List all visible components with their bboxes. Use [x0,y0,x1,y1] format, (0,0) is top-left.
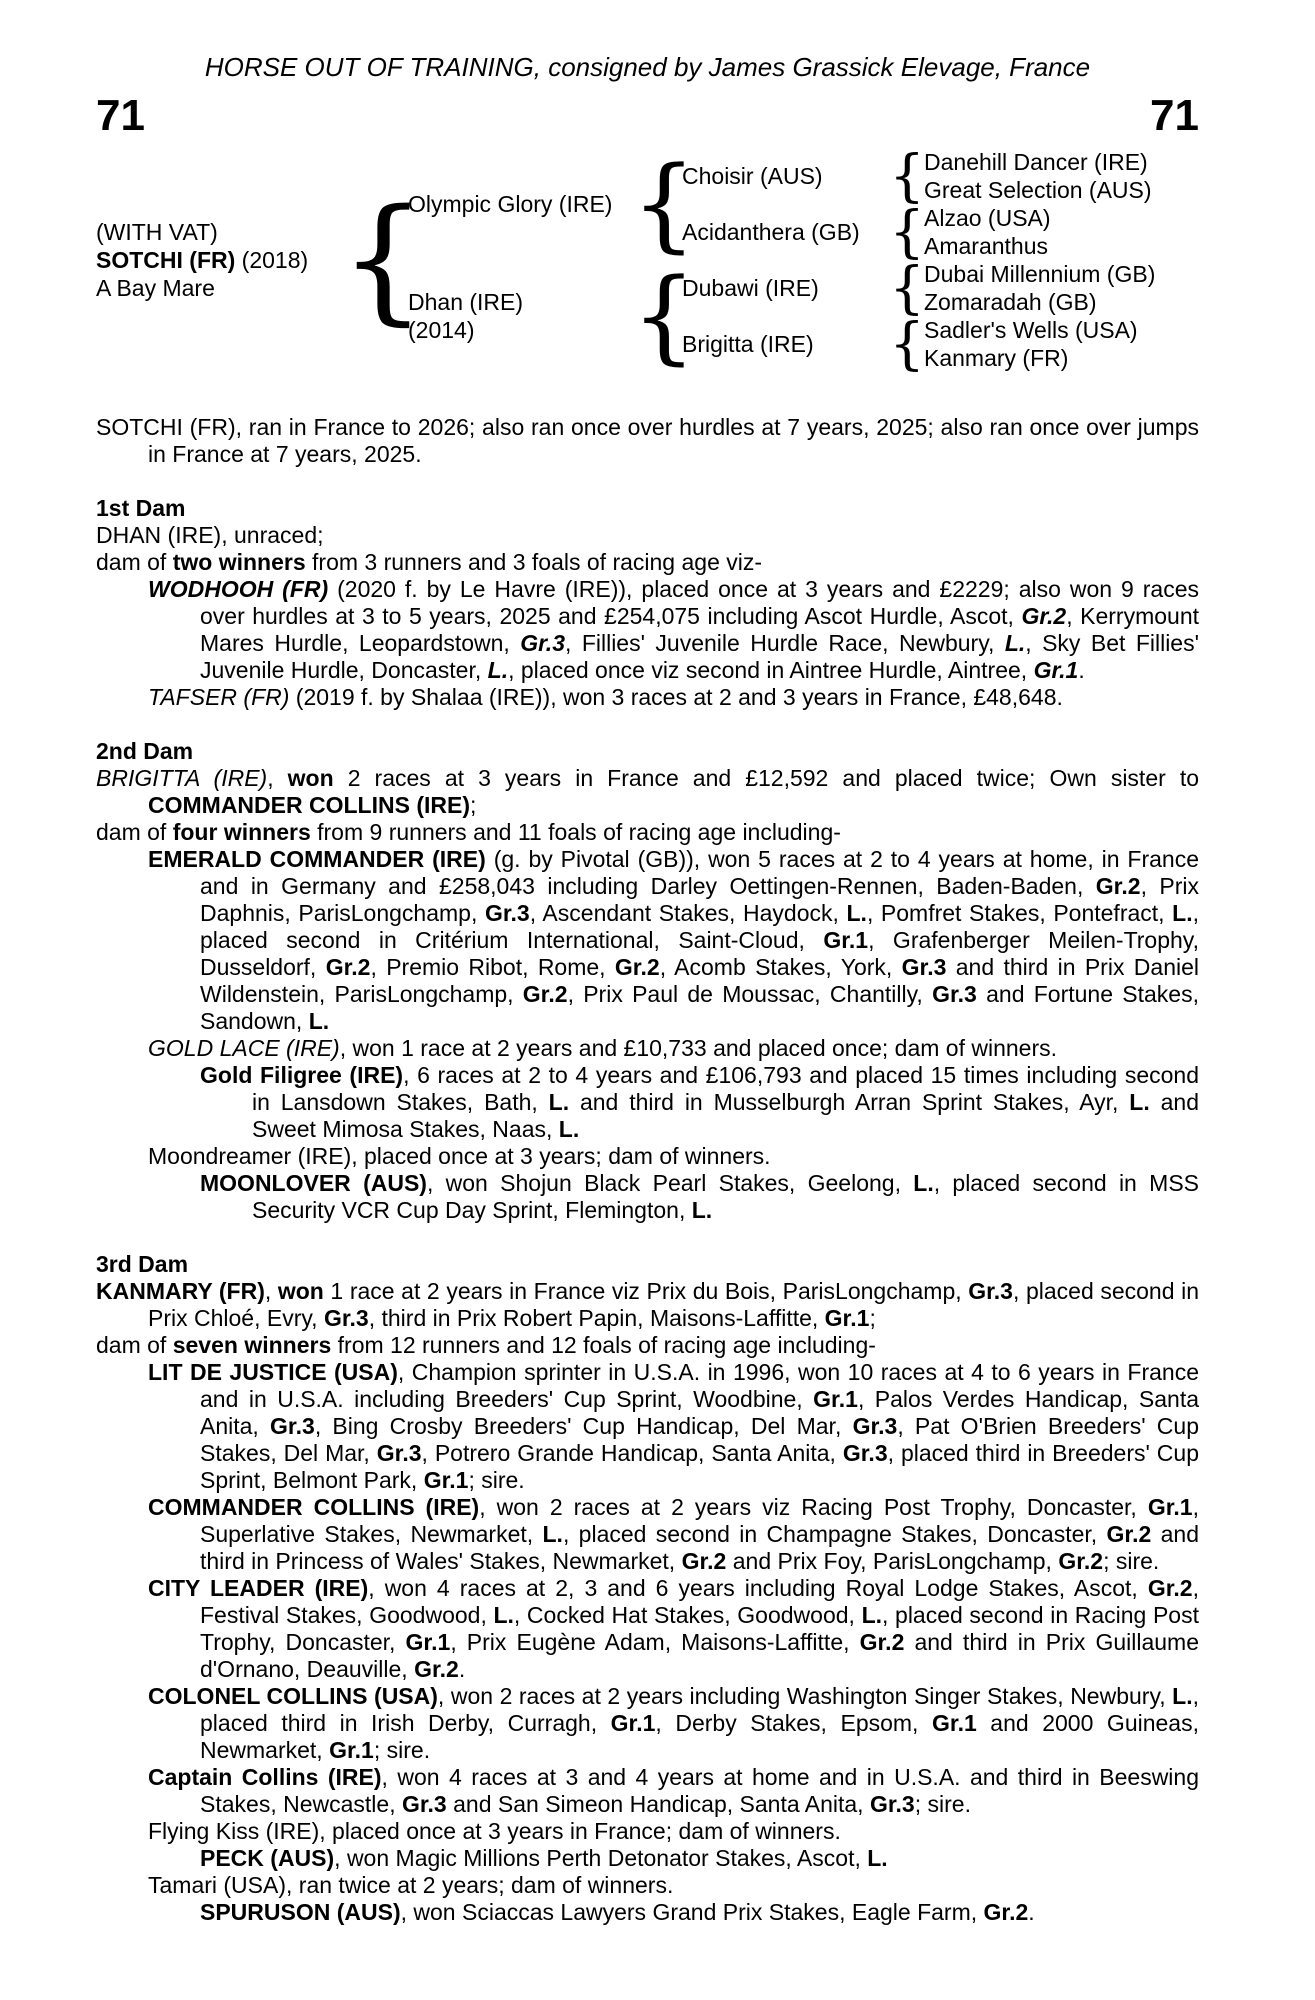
plain-text: and 2000 Guineas, Newmarket, [200,1710,1199,1763]
progeny-paragraph [96,1818,1199,1845]
ancestor-name: Zomaradah (GB) [924,289,1097,315]
section-heading-1st-dam [96,495,1199,522]
plain-text: , Prix Paul de Moussac, Chantilly, [567,981,933,1007]
lot-number-right: 71 [1150,91,1199,140]
lot-number-row [96,91,1199,140]
plain-text: , Sky Bet Fillies' Juvenile Hurdle, Doncaster, [200,630,1199,683]
ancestor-name: Kanmary (FR) [924,345,1069,371]
maternal-granddam-branch [682,311,1155,377]
pedigree-generation-2 [408,143,1156,377]
plain-text: , Pomfret Stakes, Pontefract, [866,900,1173,926]
emphasis-text: 2nd Dam [96,738,194,764]
plain-text: and Fortune Stakes, Sandown, [200,981,1199,1034]
emphasis-text: Captain Collins (IRE) [148,1764,382,1790]
emphasis-text: Gr.3 [323,1305,369,1331]
progeny-paragraph [96,1899,1199,1926]
catalog-body [96,414,1199,1926]
lot-number-left: 71 [96,91,145,140]
maternal-grandsire-name: Dubawi (IRE) [682,275,819,301]
plain-text: from 12 runners and 12 foals of racing age including- [331,1332,876,1358]
emphasis-text: Gr.1 [405,1629,451,1655]
plain-text: dam of [96,1332,173,1358]
plain-text: , Derby Stakes, Epsom, [655,1710,932,1736]
paternal-granddam-parents [924,204,1051,260]
emphasis-text: Gr.3 [852,1413,898,1439]
emphasis-text: Gr.2 [414,1656,459,1682]
paternal-grandsire-name: Choisir (AUS) [682,163,823,189]
plain-text: , Kerrymount Mares Hurdle, Leopardstown, [200,603,1199,656]
progeny-paragraph [96,1845,1199,1872]
emphasis-text: Gr.2 [1095,873,1141,899]
emphasis-text: Gr.1 [824,1305,870,1331]
plain-text: , won 1 race at 2 years and £10,733 and placed once; dam of winners. [339,1035,1058,1061]
emphasis-text: MOONLOVER (AUS) [200,1170,427,1196]
plain-text: , placed second in Racing Post Trophy, Doncaster, [200,1602,1199,1655]
plain-text: from 3 runners and 3 foals of racing age viz- [305,549,763,575]
emphasis-text: Gr.1 [1147,1494,1193,1520]
progeny-paragraph [96,1062,1199,1143]
emphasis-text: 1st Dam [96,495,186,521]
emphasis-text: CITY LEADER (IRE) [148,1575,369,1601]
emphasis-text: 3rd Dam [96,1251,189,1277]
dam-birth-year: (2014) [408,317,475,343]
progeny-paragraph [96,684,1199,711]
emphasis-text: L. [913,1170,934,1196]
plain-text: Tamari (USA), ran twice at 2 years; dam of winners. [148,1872,674,1898]
plain-text: ; sire. [914,1791,971,1817]
plain-text: , Pat O'Brien Breeders' Cup Stakes, Del Mar, [200,1413,1199,1466]
emphasis-text: EMERALD COMMANDER (IRE) [148,846,486,872]
plain-text: , Superlative Stakes, Newmarket, [200,1494,1199,1547]
vat-note: (WITH VAT) [96,219,218,245]
plain-text: and third in Prix Daniel Wildenstein, ParisLongchamp, [200,954,1199,1007]
dam-name: Dhan (IRE) [408,289,524,315]
plain-text: and Sweet Mimosa Stakes, Naas, [252,1089,1199,1142]
plain-text: , placed third in Breeders' Cup Sprint, Belmont Park, [200,1440,1200,1493]
emphasis-text: Gr.2 [1147,1575,1193,1601]
dam-parents [682,255,1156,377]
emphasis-text: L. [308,1008,330,1034]
emphasis-text: Gr.1 [932,1710,977,1736]
emphasis-text: Gr.1 [610,1710,656,1736]
dam-branch [408,255,1156,377]
emphasis-text: L. [548,1089,570,1115]
maternal-granddam-parents [924,316,1138,372]
emphasis-text: Gr.1 [1033,657,1079,683]
emphasis-text: won [287,765,334,791]
paternal-grandsire-branch [682,143,1152,209]
progeny-paragraph [96,846,1199,1035]
ancestor-name: Dubai Millennium (GB) [924,261,1156,287]
plain-text: ; sire. [468,1467,525,1493]
emphasis-text: Gr.1 [823,927,869,953]
dam-record-paragraph [96,522,1199,549]
ancestor-name: Danehill Dancer (IRE) [924,149,1148,175]
plain-text: , Festival Stakes, Goodwood, [200,1575,1199,1628]
emphasis-text: PECK (AUS) [200,1845,335,1871]
plain-text: ; [469,792,477,818]
subject-horse-block [96,218,358,302]
pedigree-main-brace: { [339,180,427,339]
ancestor-name: Sadler's Wells (USA) [924,317,1138,343]
emphasis-text: won [277,1278,324,1304]
pedigree-table [96,143,1199,377]
progeny-paragraph [96,576,1199,684]
emphasis-text: L. [1172,1683,1193,1709]
emphasis-text: Gr.2 [522,981,568,1007]
emphasis-text: Gr.3 [270,1413,315,1439]
emphasis-text: L. [846,900,867,926]
plain-text: ; [869,1305,876,1331]
paternal-granddam-branch [682,199,1152,265]
plain-text: , won 2 races at 2 years including Washington Singer Stakes, Newbury, [437,1683,1173,1709]
plain-text: , placed second in Champagne Stakes, Doncaster, [562,1521,1107,1547]
emphasis-text: L. [691,1197,713,1223]
sire-parents [682,143,1152,265]
emphasis-text: COMMANDER COLLINS (IRE) [148,1494,480,1520]
plain-text: , placed second in MSS Security VCR Cup Day Sprint, Flemington, [252,1170,1199,1223]
horse-description: A Bay Mare [96,275,215,301]
plain-text: 1 race at 2 years in France viz Prix du Bois, ParisLongchamp, [323,1278,969,1304]
emphasis-text: Gr.3 [869,1791,915,1817]
plain-text: , Prix Daphnis, ParisLongchamp, [200,873,1200,926]
emphasis-text: Gr.3 [842,1440,888,1466]
plain-text: dam of [96,819,173,845]
progeny-paragraph [96,1575,1199,1683]
section-heading-3rd-dam [96,1251,1199,1278]
emphasis-text: TAFSER (FR) [148,684,290,710]
emphasis-text: GOLD LACE (IRE) [148,1035,340,1061]
plain-text: (2019 f. by Shalaa (IRE)), won 3 races at 2 and 3 years in France, £48,648. [289,684,1063,710]
plain-text: , Potrero Grande Handicap, Santa Anita, [421,1440,843,1466]
emphasis-text: L. [1172,900,1193,926]
progeny-paragraph [96,1035,1199,1062]
horse-name: SOTCHI (FR) [96,247,236,273]
emphasis-text: L. [487,657,509,683]
race-record-paragraph [96,414,1199,468]
emphasis-text: Gold Filigree (IRE) [200,1062,404,1088]
plain-text: , Premio Ribot, Rome, [370,954,615,980]
plain-text: , Palos Verdes Handicap, Santa Anita, [200,1386,1199,1439]
emphasis-text: L. [1129,1089,1150,1115]
emphasis-text: L. [861,1602,883,1628]
emphasis-text: Gr.2 [1058,1548,1104,1574]
plain-text: and third in Prix Guillaume d'Ornano, Deauville, [200,1629,1200,1682]
progeny-paragraph [96,1143,1199,1170]
emphasis-text: seven winners [172,1332,332,1358]
plain-text: , won 2 races at 2 years viz Racing Post Trophy, Doncaster, [479,1494,1148,1520]
plain-text: (2020 f. by Le Havre (IRE)), placed once at 3 years and £2229; also won 9 races over hurdles at 3 to 5 years, 2025 and £254,075 including Ascot Hurdle, Ascot, [200,576,1200,629]
plain-text: , Champion sprinter in U.S.A. in 1996, won 10 races at 4 to 6 years in France and in U.S.A. including Breeders' Cup Sprint, Woodbine, [200,1359,1199,1412]
plain-text: , Ascendant Stakes, Haydock, [529,900,847,926]
plain-text: , Cocked Hat Stakes, Goodwood, [513,1602,862,1628]
emphasis-text: LIT DE JUSTICE (USA) [148,1359,398,1385]
dam-produce-summary [96,1332,1199,1359]
horse-name-line [96,246,358,274]
progeny-paragraph [96,1494,1199,1575]
plain-text: , placed second in Critérium International, Saint-Cloud, [200,900,1199,953]
plain-text: , won Magic Millions Perth Detonator Stakes, Ascot, [334,1845,868,1871]
plain-text: 2 races at 3 years in France and £12,592 and placed twice; Own sister to [333,765,1200,791]
sire-brace: { [631,144,697,264]
maternal-granddam-name: Brigitta (IRE) [682,331,814,357]
emphasis-text: Gr.3 [484,900,530,926]
plain-text: Flying Kiss (IRE), placed once at 3 years in France; dam of winners. [148,1818,841,1844]
plain-text: , Bing Crosby Breeders' Cup Handicap, Del Mar, [314,1413,853,1439]
dam-brace: { [631,256,697,376]
maternal-grandsire-parents [924,260,1155,316]
emphasis-text: COMMANDER COLLINS (IRE) [148,792,470,818]
emphasis-text: SPURUSON (AUS) [200,1899,401,1925]
plain-text: , 6 races at 2 to 4 years and £106,793 and placed 15 times including second in Lansdown Stakes, Bath, [252,1062,1199,1115]
emphasis-text: Gr.1 [813,1386,858,1412]
plain-text: ; sire. [1103,1548,1160,1574]
plain-text: (g. by Pivotal (GB)), won 5 races at 2 to 4 years at home, in France and in Germany and £258,043 including Darley Oettingen-Rennen, Baden-Baden, [200,846,1200,899]
emphasis-text: Gr.3 [376,1440,422,1466]
plain-text: , Fillies' Juvenile Hurdle Race, Newbury, [565,630,1005,656]
plain-text: DHAN (IRE), unraced; [96,522,324,548]
emphasis-text: two winners [172,549,306,575]
plain-text: , Acomb Stakes, York, [659,954,902,980]
emphasis-text: Gr.2 [681,1548,727,1574]
emphasis-text: Gr.3 [932,981,977,1007]
plain-text: Moondreamer (IRE), placed once at 3 years; dam of winners. [148,1143,771,1169]
consignment-header: HORSE OUT OF TRAINING, consigned by James Grassick Elevage, France [204,52,1091,82]
plain-text: , Grafenberger Meilen-Trophy, Dusseldorf, [200,927,1199,980]
ancestor-name: Amaranthus [924,233,1049,259]
plain-text: , [267,765,288,791]
progeny-paragraph [96,1764,1199,1818]
plain-text: , won 4 races at 3 and 4 years at home and in U.S.A. and third in Beeswing Stakes, Newcastle, [200,1764,1200,1817]
plain-text: ; sire. [373,1737,431,1763]
paternal-granddam-name: Acidanthera (GB) [682,219,860,245]
sire-branch [408,143,1155,265]
ancestor-name: Alzao (USA) [924,205,1051,231]
dam-produce-summary [96,819,1199,846]
plain-text: and third in Princess of Wales' Stakes, Newmarket, [200,1521,1199,1574]
emphasis-text: Gr.2 [1021,603,1067,629]
emphasis-text: Gr.1 [329,1737,374,1763]
plain-text: , won Shojun Black Pearl Stakes, Geelong, [426,1170,914,1196]
plain-text: and San Simeon Handicap, Santa Anita, [446,1791,870,1817]
dam-record-paragraph [96,765,1199,819]
emphasis-text: L. [867,1845,888,1871]
emphasis-text: Gr.2 [325,954,371,980]
maternal-grandsire-brace: { [889,255,925,321]
emphasis-text: L. [558,1116,580,1142]
emphasis-text: Gr.2 [614,954,660,980]
emphasis-text: Gr.1 [423,1467,469,1493]
sire-name: Olympic Glory (IRE) [408,191,613,217]
progeny-paragraph [96,1170,1199,1224]
emphasis-text: Gr.2 [1106,1521,1152,1547]
progeny-paragraph [96,1359,1199,1494]
dam-name-block [408,288,646,344]
plain-text: dam of [96,549,173,575]
emphasis-text: BRIGITTA (IRE) [96,765,268,791]
emphasis-text: Gr.3 [401,1791,447,1817]
maternal-granddam-brace: { [889,311,925,377]
emphasis-text: Gr.3 [520,630,565,656]
emphasis-text: Gr.2 [859,1629,905,1655]
emphasis-text: WODHOOH (FR) [148,576,329,602]
ancestor-name: Great Selection (AUS) [924,177,1152,203]
plain-text: , won 4 races at 2, 3 and 6 years including Royal Lodge Stakes, Ascot, [368,1575,1148,1601]
emphasis-text: COLONEL COLLINS (USA) [148,1683,438,1709]
plain-text: . [1078,657,1085,683]
plain-text: and Prix Foy, ParisLongchamp, [726,1548,1059,1574]
emphasis-text: L. [1004,630,1026,656]
plain-text: , placed once viz second in Aintree Hurdle, Aintree, [508,657,1034,683]
dam-record-paragraph [96,1278,1199,1332]
emphasis-text: KANMARY (FR) [96,1278,265,1304]
paternal-granddam-brace: { [889,199,925,265]
progeny-paragraph [96,1683,1199,1764]
plain-text: SOTCHI (FR), ran in France to 2026; also ran once over hurdles at 7 years, 2025; also ran once over jumps in France at 7 years, 2025. [96,414,1199,467]
plain-text: from 9 runners and 11 foals of racing age including- [310,819,841,845]
dam-produce-summary [96,549,1199,576]
plain-text: , placed third in Irish Derby, Curragh, [200,1683,1200,1736]
emphasis-text: Gr.3 [901,954,947,980]
emphasis-text: four winners [172,819,311,845]
plain-text: , Prix Eugène Adam, Maisons-Laffitte, [450,1629,860,1655]
horse-birth-year: (2018) [241,247,309,273]
plain-text: , third in Prix Robert Papin, Maisons-Laffitte, [368,1305,825,1331]
plain-text: and third in Musselburgh Arran Sprint Stakes, Ayr, [569,1089,1130,1115]
plain-text: , won Sciaccas Lawyers Grand Prix Stakes, Eagle Farm, [400,1899,984,1925]
plain-text: . [458,1656,466,1682]
progeny-paragraph [96,1872,1199,1899]
plain-text: . [1028,1899,1035,1925]
maternal-grandsire-branch [682,255,1156,321]
plain-text: , [264,1278,278,1304]
emphasis-text: Gr.3 [968,1278,1013,1304]
section-heading-2nd-dam [96,738,1199,765]
paternal-grandsire-parents [924,148,1152,204]
plain-text: , placed second in Prix Chloé, Evry, [148,1278,1199,1331]
emphasis-text: L. [542,1521,563,1547]
emphasis-text: Gr.2 [983,1899,1029,1925]
emphasis-text: L. [493,1602,514,1628]
paternal-grandsire-brace: { [889,143,925,209]
